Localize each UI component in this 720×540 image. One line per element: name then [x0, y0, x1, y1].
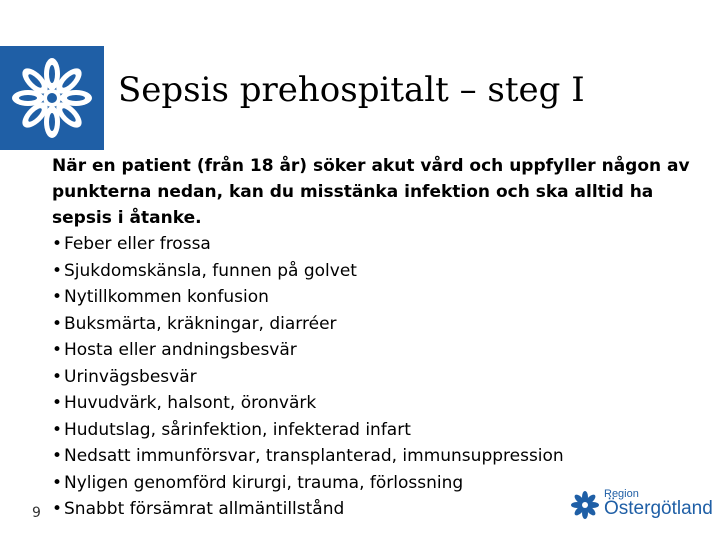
list-item [52, 231, 692, 258]
list-item [52, 443, 692, 470]
list-item [52, 311, 692, 338]
intro-text: När en patient (från 18 år) söker akut vård och uppfyller någon av punkterna nedan, kan du misstänka infektion och ska alltid ha sepsis i åtanke. [52, 156, 690, 228]
list-item-text: Hosta eller andningsbesvär [64, 340, 297, 360]
list-item [52, 364, 692, 391]
bullet-symbol: • [52, 419, 63, 440]
list-item [52, 390, 692, 417]
list-item-text: Huvudvärk, halsont, öronvärk [64, 393, 317, 413]
list-item [52, 284, 692, 311]
list-item-text: Snabbt försämrat allmäntillstånd [64, 499, 345, 519]
flower-logo-icon [570, 490, 600, 520]
list-item-text: Hudutslag, sårinfektion, infekterad infart [64, 419, 411, 440]
symptom-list [52, 231, 692, 523]
bullet-symbol: • [52, 393, 63, 413]
slide-content [52, 153, 692, 523]
list-item-text: Buksmärta, kräkningar, diarréer [64, 313, 337, 334]
list-item-text: Nedsatt immunförsvar, transplanterad, immunsuppression [64, 446, 564, 466]
bullet-symbol: • [52, 340, 63, 360]
bullet-symbol: • [52, 313, 63, 334]
slide-title: Sepsis prehospitalt – steg I [118, 70, 585, 110]
list-item-text: Feber eller frossa [64, 234, 211, 254]
bullet-symbol: • [52, 366, 63, 387]
brand-large-text: Östergötland [604, 498, 713, 519]
bullet-symbol: • [52, 499, 63, 519]
region-logo [0, 46, 104, 150]
bullet-symbol: • [52, 287, 63, 307]
brand-logo [570, 486, 713, 526]
brand-small-text: Region [604, 488, 639, 500]
list-item [52, 258, 692, 285]
page-number: 9 [32, 505, 41, 521]
list-item-text: Nyligen genomförd kirurgi, trauma, förlossning [64, 472, 464, 493]
bullet-symbol: • [52, 472, 63, 493]
bullet-symbol: • [52, 234, 63, 254]
list-item [52, 417, 692, 444]
list-item [52, 337, 692, 364]
list-item-text: Urinvägsbesvär [64, 366, 197, 387]
bullet-symbol: • [52, 260, 63, 281]
list-item-text: Nytillkommen konfusion [64, 287, 269, 307]
bullet-symbol: • [52, 446, 63, 466]
list-item-text: Sjukdomskänsla, funnen på golvet [64, 260, 357, 281]
flower-logo-icon [8, 54, 96, 142]
